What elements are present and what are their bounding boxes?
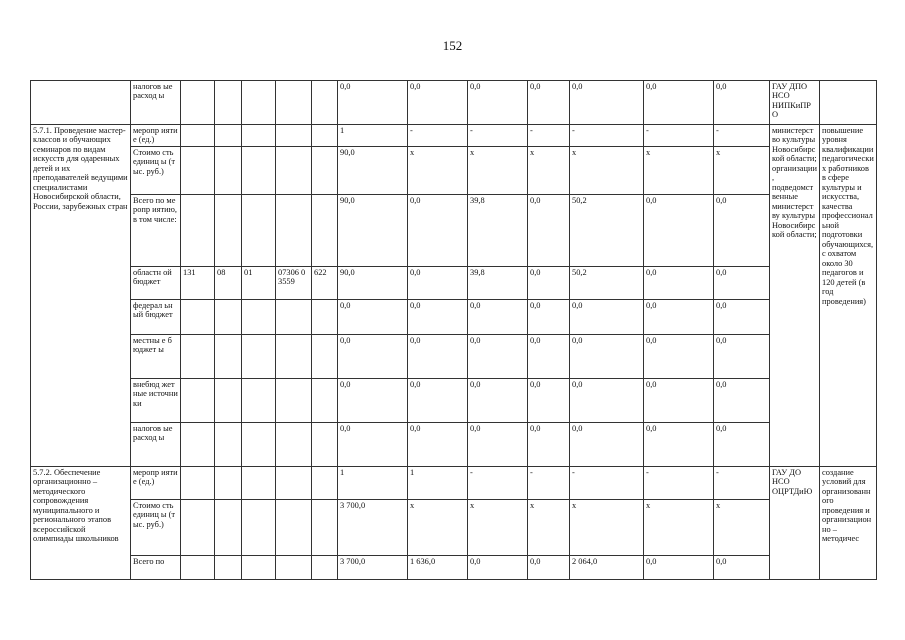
rz-cell	[215, 466, 242, 499]
value-cell: -	[528, 466, 570, 499]
pr-cell	[242, 466, 276, 499]
value-cell: x	[644, 146, 714, 194]
csr-cell	[276, 299, 312, 334]
value-cell: x	[408, 499, 468, 555]
rz-cell	[215, 422, 242, 466]
vr-cell	[312, 422, 338, 466]
vr-cell	[312, 555, 338, 579]
indicator-label: федерал ьный бюджет	[131, 299, 181, 334]
value-cell: 0,0	[338, 299, 408, 334]
grbs-cell	[181, 466, 215, 499]
value-cell: 0,0	[338, 378, 408, 422]
value-cell: -	[570, 125, 644, 147]
grbs-cell	[181, 422, 215, 466]
table-row	[31, 146, 877, 194]
table-row	[31, 466, 877, 499]
value-cell: 0,0	[570, 299, 644, 334]
table-row	[31, 125, 877, 147]
vr-cell	[312, 334, 338, 378]
value-cell: 0,0	[644, 81, 714, 125]
pr-cell	[242, 422, 276, 466]
value-cell: 3 700,0	[338, 555, 408, 579]
value-cell: 0,0	[528, 299, 570, 334]
value-cell: 0,0	[468, 81, 528, 125]
grbs-cell	[181, 194, 215, 266]
value-cell: 0,0	[408, 334, 468, 378]
value-cell: 0,0	[528, 555, 570, 579]
value-cell: 0,0	[714, 378, 770, 422]
value-cell: -	[570, 466, 644, 499]
indicator-label: Стоимо сть единиц ы (тыс. руб.)	[131, 499, 181, 555]
value-cell: 0,0	[644, 299, 714, 334]
value-cell: 0,0	[468, 555, 528, 579]
grbs-cell	[181, 125, 215, 147]
vr-cell	[312, 194, 338, 266]
rz-cell	[215, 334, 242, 378]
value-cell: 0,0	[714, 81, 770, 125]
value-cell: 0,0	[644, 194, 714, 266]
rz-cell	[215, 125, 242, 147]
value-cell: 0,0	[408, 378, 468, 422]
value-cell: 0,0	[468, 299, 528, 334]
grbs-cell	[181, 81, 215, 125]
pr-cell	[242, 555, 276, 579]
value-cell: 0,0	[408, 81, 468, 125]
indicator-label: Всего по	[131, 555, 181, 579]
value-cell: x	[468, 499, 528, 555]
pr-cell	[242, 299, 276, 334]
value-cell: x	[570, 499, 644, 555]
pr-cell	[242, 194, 276, 266]
value-cell: -	[714, 125, 770, 147]
activity-title: 5.7.2. Обеспечение организационно – методического сопровождения муниципального и регионального этапов всероссийской олимпиады школьников	[31, 466, 131, 579]
value-cell: 1	[408, 466, 468, 499]
pr-cell	[242, 146, 276, 194]
csr-cell: 07306 03559	[276, 266, 312, 299]
indicator-label: внебюд жетные источни ки	[131, 378, 181, 422]
csr-cell	[276, 499, 312, 555]
value-cell: 0,0	[468, 378, 528, 422]
grbs-cell	[181, 555, 215, 579]
pr-cell: 01	[242, 266, 276, 299]
value-cell: 0,0	[408, 299, 468, 334]
vr-cell	[312, 146, 338, 194]
grbs-cell	[181, 378, 215, 422]
value-cell: 0,0	[408, 194, 468, 266]
value-cell: 0,0	[338, 334, 408, 378]
value-cell: 0,0	[528, 378, 570, 422]
value-cell: 50,2	[570, 194, 644, 266]
result-cell: создание условий для организованного проведения и организационно – методичес	[820, 466, 877, 579]
value-cell: x	[714, 146, 770, 194]
grbs-cell	[181, 499, 215, 555]
page-number: 152	[442, 38, 463, 53]
table-row	[31, 555, 877, 579]
grbs-cell	[181, 334, 215, 378]
value-cell: 0,0	[528, 81, 570, 125]
value-cell: 0,0	[570, 378, 644, 422]
vr-cell	[312, 299, 338, 334]
activity-title-empty	[31, 81, 131, 125]
program-activities-table	[30, 80, 877, 580]
csr-cell	[276, 125, 312, 147]
table-row	[31, 499, 877, 555]
value-cell: 0,0	[714, 555, 770, 579]
value-cell: 1	[338, 125, 408, 147]
value-cell: -	[408, 125, 468, 147]
value-cell: 90,0	[338, 194, 408, 266]
table-row	[31, 81, 877, 125]
value-cell: 0,0	[528, 194, 570, 266]
value-cell: 39,8	[468, 266, 528, 299]
value-cell: 0,0	[714, 422, 770, 466]
value-cell: 50,2	[570, 266, 644, 299]
rz-cell	[215, 146, 242, 194]
value-cell: 0,0	[644, 266, 714, 299]
value-cell: 0,0	[570, 81, 644, 125]
value-cell: x	[528, 146, 570, 194]
value-cell: 0,0	[338, 422, 408, 466]
grbs-cell: 131	[181, 266, 215, 299]
value-cell: 1	[338, 466, 408, 499]
rz-cell	[215, 499, 242, 555]
indicator-label: местны е бюджет ы	[131, 334, 181, 378]
value-cell: 0,0	[338, 81, 408, 125]
pr-cell	[242, 499, 276, 555]
grbs-cell	[181, 299, 215, 334]
value-cell: -	[468, 125, 528, 147]
csr-cell	[276, 194, 312, 266]
value-cell: -	[714, 466, 770, 499]
value-cell: x	[644, 499, 714, 555]
value-cell: -	[528, 125, 570, 147]
result-cell: повышение уровня квалификации педагогических работников в сфере культуры и искусства, качества профессиональной подготовки обучающихся, с охватом около 30 педагогов и 120 детей (в год проведения)	[820, 125, 877, 467]
table-row	[31, 422, 877, 466]
pr-cell	[242, 81, 276, 125]
executor-cell: министерство культуры Новосибирской области; организации, подведомственные министерству культуры Новосибирской области;	[770, 125, 820, 467]
value-cell: x	[408, 146, 468, 194]
rz-cell	[215, 555, 242, 579]
indicator-label: меропр иятие (ед.)	[131, 125, 181, 147]
value-cell: x	[468, 146, 528, 194]
csr-cell	[276, 146, 312, 194]
value-cell: 0,0	[570, 422, 644, 466]
csr-cell	[276, 422, 312, 466]
rz-cell	[215, 81, 242, 125]
indicator-label: налогов ые расход ы	[131, 81, 181, 125]
value-cell: 0,0	[714, 266, 770, 299]
table-row	[31, 194, 877, 266]
indicator-label: областн ой бюджет	[131, 266, 181, 299]
table-row	[31, 299, 877, 334]
value-cell: x	[570, 146, 644, 194]
table-row	[31, 266, 877, 299]
value-cell: 0,0	[528, 422, 570, 466]
rz-cell	[215, 299, 242, 334]
value-cell: 0,0	[528, 266, 570, 299]
rz-cell	[215, 378, 242, 422]
value-cell: 39,8	[468, 194, 528, 266]
value-cell: -	[644, 125, 714, 147]
indicator-label: налогов ые расход ы	[131, 422, 181, 466]
grbs-cell	[181, 146, 215, 194]
value-cell: 0,0	[644, 555, 714, 579]
vr-cell	[312, 499, 338, 555]
indicator-label: Стоимо сть единиц ы (тыс. руб.)	[131, 146, 181, 194]
rz-cell: 08	[215, 266, 242, 299]
pr-cell	[242, 378, 276, 422]
value-cell: x	[714, 499, 770, 555]
value-cell: 0,0	[714, 334, 770, 378]
value-cell: 0,0	[408, 266, 468, 299]
value-cell: 0,0	[468, 422, 528, 466]
vr-cell	[312, 125, 338, 147]
executor-cell: ГАУ ДО НСО ОЦРТДиЮ	[770, 466, 820, 579]
pr-cell	[242, 334, 276, 378]
csr-cell	[276, 555, 312, 579]
value-cell: 0,0	[570, 334, 644, 378]
value-cell: -	[644, 466, 714, 499]
indicator-label: Всего по меропр иятию, в том числе:	[131, 194, 181, 266]
vr-cell: 622	[312, 266, 338, 299]
result-cell-empty	[820, 81, 877, 125]
vr-cell	[312, 81, 338, 125]
value-cell: 0,0	[644, 334, 714, 378]
table-row	[31, 378, 877, 422]
value-cell: 0,0	[528, 334, 570, 378]
value-cell: x	[528, 499, 570, 555]
value-cell: 0,0	[714, 194, 770, 266]
vr-cell	[312, 378, 338, 422]
csr-cell	[276, 466, 312, 499]
executor-cell: ГАУ ДПО НСО НИПКиПР О	[770, 81, 820, 125]
table-row	[31, 334, 877, 378]
value-cell: 0,0	[644, 378, 714, 422]
csr-cell	[276, 378, 312, 422]
pr-cell	[242, 125, 276, 147]
value-cell: 0,0	[644, 422, 714, 466]
value-cell: 90,0	[338, 146, 408, 194]
csr-cell	[276, 334, 312, 378]
value-cell: -	[468, 466, 528, 499]
indicator-label: меропр иятие (ед.)	[131, 466, 181, 499]
csr-cell	[276, 81, 312, 125]
value-cell: 0,0	[408, 422, 468, 466]
vr-cell	[312, 466, 338, 499]
value-cell: 1 636,0	[408, 555, 468, 579]
value-cell: 0,0	[714, 299, 770, 334]
value-cell: 0,0	[468, 334, 528, 378]
value-cell: 90,0	[338, 266, 408, 299]
activity-title: 5.7.1. Проведение мастер-классов и обучающих семинаров по видам искусств для одаренных детей и их преподавателей ведущими специалистами Новосибирской области, России, зарубежных стран	[31, 125, 131, 467]
rz-cell	[215, 194, 242, 266]
value-cell: 3 700,0	[338, 499, 408, 555]
value-cell: 2 064,0	[570, 555, 644, 579]
